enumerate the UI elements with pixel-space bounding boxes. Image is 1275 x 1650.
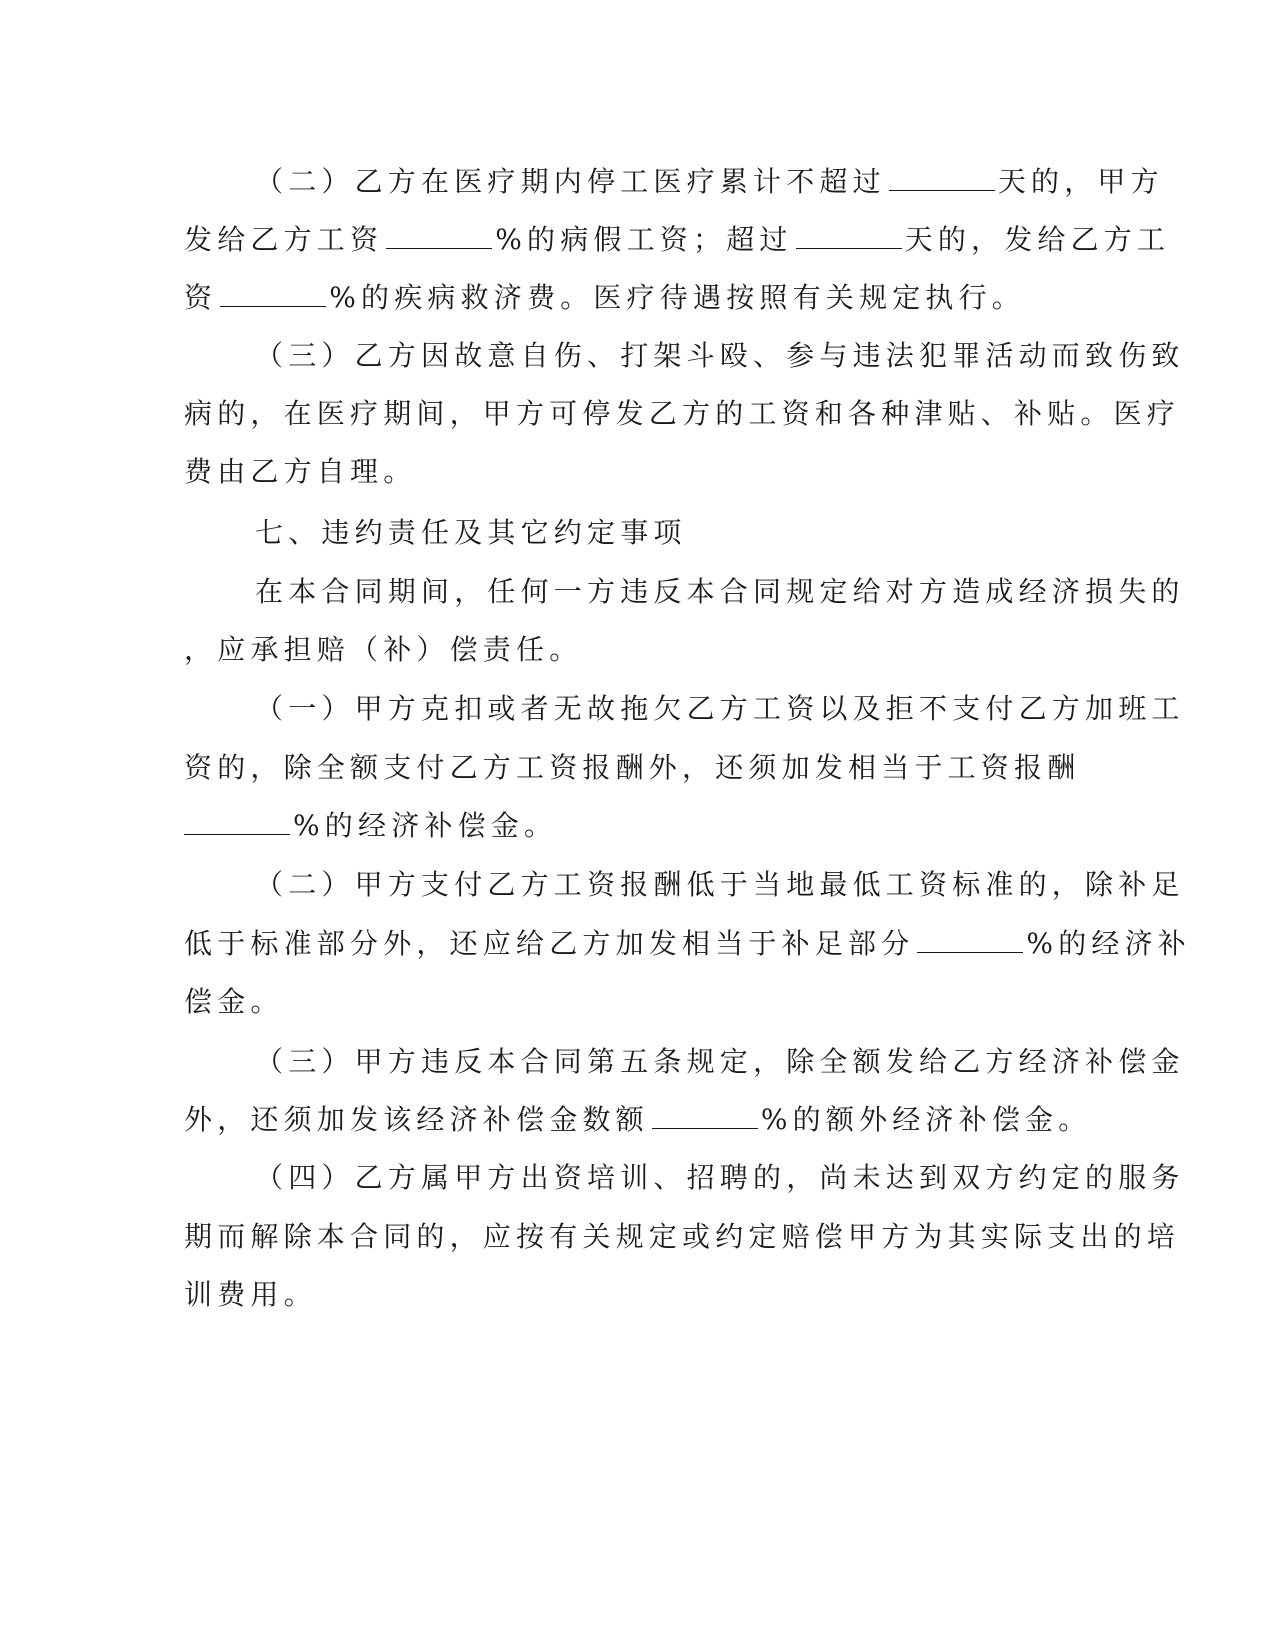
text-segment: （二）甲方支付乙方工资报酬低于当地最低工资标准的，除补足 — [255, 868, 1185, 901]
text-line — [255, 691, 1185, 727]
fill-in-blank — [796, 222, 902, 249]
text-segment: 费由乙方自理。 — [184, 455, 417, 488]
text-line — [184, 750, 1080, 786]
text-segment: %的疾病救济费。医疗待遇按照有关规定执行。 — [329, 281, 1026, 314]
text-segment: 天的，发给乙方工 — [904, 223, 1171, 256]
text-segment: ，应承担赔（补）偿责任。 — [184, 633, 583, 666]
text-segment: %的经济补偿金。 — [293, 809, 558, 842]
section-heading — [255, 515, 687, 551]
fill-in-blank — [220, 280, 326, 307]
text-segment: （四）乙方属甲方出资培训、招聘的，尚未达到双方约定的服务 — [255, 1161, 1185, 1194]
text-segment: %的额外经济补偿金。 — [760, 1103, 1092, 1136]
text-segment: （三）甲方违反本合同第五条规定，除全额发给乙方经济补偿金 — [255, 1045, 1185, 1078]
text-line — [184, 1277, 317, 1313]
text-segment: 天的，甲方 — [997, 165, 1164, 198]
text-line — [255, 1160, 1185, 1196]
text-segment: 资 — [184, 281, 218, 314]
text-line — [184, 280, 1025, 316]
text-line — [255, 164, 1164, 200]
text-segment: 期而解除本合同的，应按有关规定或约定赔偿甲方为其实际支出的培 — [184, 1220, 1181, 1253]
fill-in-blank — [386, 222, 492, 249]
text-line — [184, 1219, 1180, 1255]
text-line — [184, 984, 284, 1020]
text-line — [184, 396, 1180, 432]
text-segment: （一）甲方克扣或者无故拖欠乙方工资以及拒不支付乙方加班工 — [255, 692, 1185, 725]
text-line — [255, 574, 1185, 610]
text-segment: %的经济补 — [1026, 927, 1192, 960]
fill-in-blank — [652, 1102, 758, 1129]
text-line — [184, 222, 1170, 258]
text-segment: 偿金。 — [184, 985, 284, 1018]
text-segment: 低于标准部分外，还应给乙方加发相当于补足部分 — [184, 927, 915, 960]
text-line — [255, 338, 1185, 374]
text-line — [184, 1102, 1091, 1138]
text-segment: 外，还须加发该经济补偿金数额 — [184, 1103, 649, 1136]
fill-in-blank — [184, 808, 290, 835]
text-line — [184, 808, 557, 844]
text-segment: 资的，除全额支付乙方工资报酬外，还须加发相当于工资报酬 — [184, 751, 1081, 784]
text-line — [255, 1044, 1185, 1080]
text-segment: （三）乙方因故意自伤、打架斗殴、参与违法犯罪活动而致伤致 — [255, 339, 1185, 372]
text-segment: 发给乙方工资 — [184, 223, 384, 256]
text-segment: 训费用。 — [184, 1278, 317, 1311]
fill-in-blank — [917, 926, 1023, 953]
text-line — [184, 926, 1191, 962]
text-segment: %的病假工资；超过 — [495, 223, 793, 256]
text-segment: 病的，在医疗期间，甲方可停发乙方的工资和各种津贴、补贴。医疗 — [184, 397, 1181, 430]
text-segment: 七、违约责任及其它约定事项 — [255, 516, 687, 549]
text-line — [255, 867, 1185, 903]
text-line — [184, 632, 582, 668]
text-line — [184, 454, 416, 490]
text-segment: 在本合同期间，任何一方违反本合同规定给对方造成经济损失的 — [255, 575, 1185, 608]
fill-in-blank — [889, 164, 995, 191]
text-segment: （二）乙方在医疗期内停工医疗累计不超过 — [255, 165, 886, 198]
